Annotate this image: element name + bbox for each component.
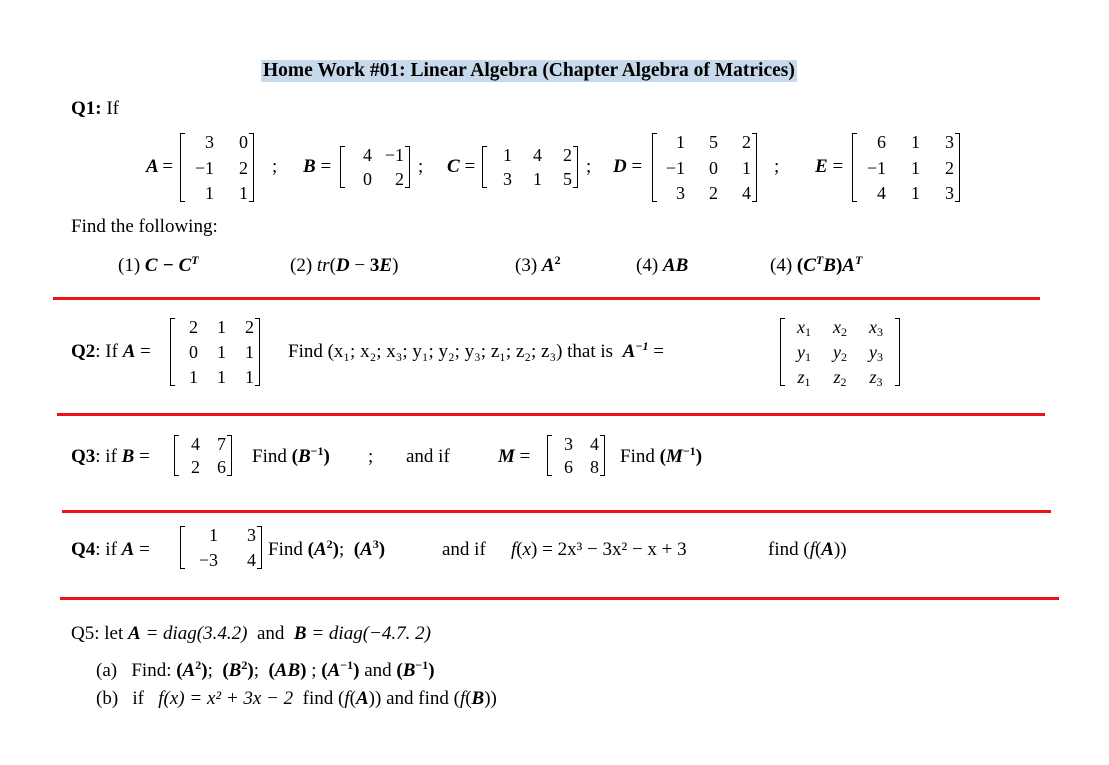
q1-matrix-c-label: C = [447,156,476,177]
matrix-row [553,458,599,476]
matrix-cell: 1 [245,367,254,387]
matrix-cell: 2 [742,132,751,152]
matrix-cell: 3 [945,132,954,152]
matrix-cell: 0 [239,132,248,152]
divider-2 [57,413,1045,416]
matrix-cell: 4 [742,183,751,203]
q4-matrix-a [180,526,262,569]
matrix-cell: 2 [189,317,198,337]
matrix-cell: 0 [363,169,372,189]
matrix-row [176,343,254,361]
matrix-cell: $y_3$ [869,342,883,364]
matrix-cell: 2 [239,157,248,178]
matrix-cell: $x_2$ [833,317,847,339]
matrix-cell: 1 [742,157,751,178]
q1-matrix-e-label: E = [815,156,844,177]
matrix-cell: $x_3$ [869,317,883,339]
bracket-right [255,318,260,386]
matrix-cell: 7 [217,434,226,454]
matrix-cell: 1 [189,367,198,387]
matrix-cell: 1 [533,169,542,189]
sep: ; [272,156,278,177]
sep: ; [586,156,592,177]
matrix-cell: $y_2$ [833,342,847,364]
q2-heading: Q2: If A = [71,341,151,362]
bracket-right [600,435,605,476]
matrix-cell: 1 [209,525,218,545]
matrix-row [346,146,404,164]
sep: ; [418,156,424,177]
matrix-cell: 2 [709,183,718,203]
matrix-cell: 4 [363,145,372,165]
q5-part-b: (b) if f(x) = x² + 3x − 2 find (f(A)) and find (f(B)) [96,688,497,709]
matrix-row [180,458,226,476]
q5-part-a: (a) Find: $(A^2)$; $(B^2)$; (AB) ; $(A^{-1})$ and $(B^{-1})$ [96,658,435,681]
matrix-row [488,170,572,188]
q3-matrix-m [547,435,605,476]
matrix-row [786,342,894,364]
matrix-cell: 2 [395,169,404,189]
q4-find-f: find (f(A)) [768,539,847,560]
matrix-row [176,318,254,336]
matrix-cell: 4 [877,183,886,203]
q3-matrix-b [174,435,232,476]
matrix-cell: 3 [503,169,512,189]
matrix-cell: 3 [676,183,685,203]
q3-matrix-m-label: M = [498,446,531,467]
q5-heading: Q5: let A = diag(3.4.2) and B = diag(−4.7. 2) [71,623,431,644]
bracket-right [249,133,254,202]
matrix-row [658,159,751,177]
matrix-row [186,133,248,151]
q1-label: Q1: [71,98,102,119]
matrix-cell: 4 [247,550,256,570]
q3-heading: Q3: if B = [71,446,150,467]
matrix-cell: 4 [590,434,599,454]
matrix-cell: 1 [217,367,226,387]
divider-3 [62,510,1051,513]
matrix-cell: 1 [911,183,920,203]
matrix-cell: 2 [245,317,254,337]
matrix-row [553,435,599,453]
matrix-cell: 1 [503,145,512,165]
q1-matrix-d-label: D = [613,156,643,177]
matrix-row [786,317,894,339]
matrix-c [482,146,578,188]
q4-and-if: and if [442,539,486,560]
matrix-cell: 4 [533,145,542,165]
matrix-cell: 6 [877,132,886,152]
matrix-cell: 1 [217,317,226,337]
matrix-cell: 3 [205,132,214,152]
matrix-row [858,133,954,151]
matrix-cell: 1 [205,183,214,203]
divider-4 [60,597,1059,600]
matrix-row [346,170,404,188]
q1-matrix-b-label: B = [303,156,332,177]
matrix-cell: 0 [189,342,198,362]
matrix-cell: 4 [191,434,200,454]
q1-item-3: (3) $A^2$ [515,253,561,276]
matrix-row [180,435,226,453]
matrix-row [786,367,894,389]
matrix-cell: 1 [911,132,920,152]
q4-find: Find $(A^2)$; $(A^3)$ [268,537,386,560]
matrix-cell: −1 [665,157,685,178]
q4-heading: Q4: if A = [71,539,150,560]
matrix-cell: 2 [945,157,954,178]
matrix-cell: −1 [194,157,214,178]
q1-text: If [101,98,120,119]
q1-matrix-a-label: A = [146,156,174,177]
matrix-cell: 6 [217,457,226,477]
bracket-right [573,146,578,188]
matrix-row [858,159,954,177]
matrix-cell: 2 [563,145,572,165]
q2-matrix-a [170,318,260,386]
matrix-cell: 6 [564,457,573,477]
q4-polynomial: f(x) = 2x³ − 3x² − x + 3 [511,539,687,560]
q1-item-5: (4) $(C^TB)A^T$ [770,253,863,276]
sep: ; [368,446,374,467]
matrix-row [186,184,248,202]
q1-find-text: Find the following: [71,216,218,237]
matrix-b [340,146,410,188]
q1-item-1: (1) $C - C^T$ [118,253,199,276]
q2-find-text: Find (x₁; x₂; x₃; y₁; y₂; y₃; z₁; z₂; z₃) that is $A^{-1}$ = [288,339,664,362]
bracket-right [895,318,900,386]
matrix-row [858,184,954,202]
matrix-cell: 5 [563,169,572,189]
matrix-cell: 1 [239,183,248,203]
matrix-a [180,133,254,202]
matrix-d [652,133,757,202]
q2-inverse-matrix [780,317,900,389]
matrix-cell: −3 [198,550,218,570]
q1-item-2: (2) tr(D − 3E) [290,255,399,276]
matrix-row [488,146,572,164]
q3-find-b: Find $(B^{-1})$ [252,444,330,467]
matrix-cell: 5 [709,132,718,152]
bracket-right [405,146,410,188]
matrix-cell: 3 [247,525,256,545]
matrix-cell: $z_1$ [797,367,811,389]
q1-item-4: (4) AB [636,255,689,276]
matrix-cell: 1 [245,342,254,362]
matrix-cell: $z_3$ [869,367,883,389]
matrix-cell: 1 [911,157,920,178]
matrix-row [186,551,256,569]
matrix-cell: $z_2$ [833,367,847,389]
matrix-cell: 3 [945,183,954,203]
page-title: Home Work #01: Linear Algebra (Chapter Algebra of Matrices) [263,60,795,81]
q3-and-if: and if [406,446,450,467]
matrix-cell: 1 [217,342,226,362]
matrix-cell: −1 [384,145,404,165]
matrix-cell: 8 [590,457,599,477]
matrix-row [176,368,254,386]
q1-heading [71,99,119,118]
matrix-cell: 0 [709,157,718,178]
matrix-cell: $x_1$ [797,317,811,339]
matrix-cell: 3 [564,434,573,454]
bracket-right [955,133,960,202]
bracket-right [257,526,262,569]
matrix-cell: $y_1$ [797,342,811,364]
matrix-e [852,133,960,202]
matrix-cell: −1 [866,157,886,178]
matrix-row [186,159,248,177]
matrix-cell: 1 [676,132,685,152]
q3-find-m: Find $(M^{-1})$ [620,444,703,467]
divider-1 [53,297,1040,300]
sep: ; [774,156,780,177]
bracket-right [752,133,757,202]
matrix-row [658,184,751,202]
matrix-cell: 2 [191,457,200,477]
matrix-row [186,526,256,544]
bracket-right [227,435,232,476]
matrix-row [658,133,751,151]
